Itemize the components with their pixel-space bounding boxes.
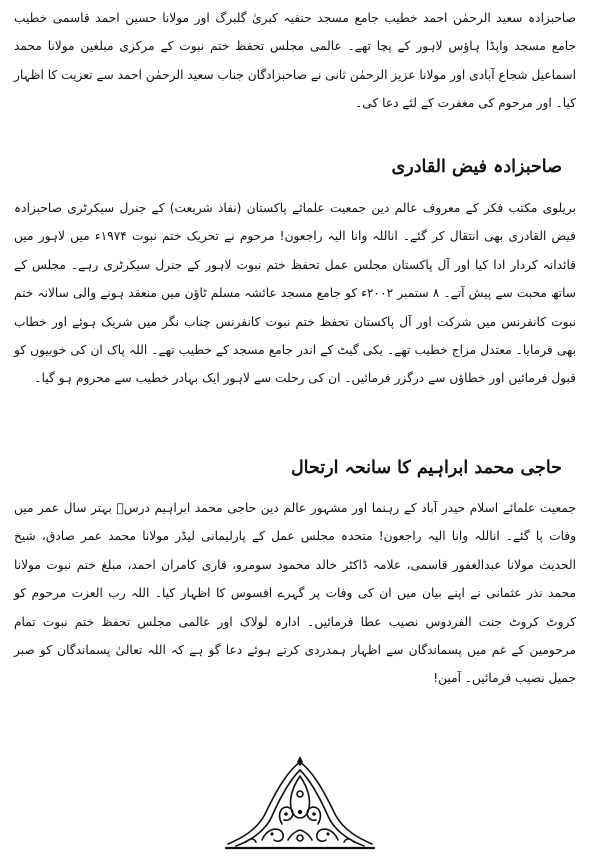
paragraph-faiz-ul-qadri: بریلوی مکتب فکر کے معروف عالم دین جمعیت علمائے پاکستان (نفاذ شریعت) کے جنرل سیکرٹری صاحبزادہ فیض القادری بھی انتقال کر گئے۔ اناللہ وانا الیہ راجعون! مرحوم نے تحریک ختم نبوت ۱۹۷۴ء میں لاہور میں قائدانہ کردار ادا کیا اور آل پاکستان مجلس عمل تحفظ ختم نبوت لاہور کے جنرل سیکرٹری رہے۔ مجلس کے ساتھ محبت سے پیش آتے۔ ۸ ستمبر ۲۰۰۲ء کو جامع مسجد عائشہ مسلم ٹاؤن میں منعقد ہونے والی سالانہ ختم نبوت کانفرنس میں شرکت اور آل پاکستان تحفظ ختم نبوت کانفرنس چناب نگر میں شریک ہوئے اور خطاب بھی فرمایا۔ معتدل مزاج خطیب تھے۔ یکی گیٹ کے اندر جامع مسجد کے خطیب تھے۔ اللہ پاک ان کی خوبیوں کو قبول فرمائیں اور خطاؤں سے درگزر فرمائیں۔ ان کی رحلت سے لاہور ایک بہادر خطیب سے محروم ہو گیا۔ [14, 201, 576, 386]
floral-ornament-icon [222, 754, 378, 852]
heading-sahibzada-faiz-ul-qadri: صاحبزادہ فیض القادری [391, 157, 562, 177]
paragraph-haji-muhammad-ibrahim: جمعیت علمائے اسلام حیدر آباد کے رہنما اور مشہور عالم دین حاجی محمد ابراہیم درسؒ بہتر سال عمر میں وفات پا گئے۔ اناللہ وانا الیہ راجعون! متحدہ مجلس عمل کے پارلیمانی لیڈر مولانا محمد عمر صادق، شیخ الحدیث مولانا عبدالغفور قاسمی، علامہ ڈاکٹر خالد محمود سومرو، قاری کامران احمد، مبلغ ختم نبوت مولانا محمد نذر عثمانی نے اپنے بیان میں ان کی وفات پر گہرے افسوس کا اظہار کیا۔ اللہ رب العزت مرحوم کو کروٹ کروٹ جنت الفردوس نصیب عطا فرمائیں۔ ادارہ لولاک اور عالمی مجلس تحفظ ختم نبوت تمام مرحومین کے غم میں پسماندگان سے اظہار ہمدردی کرتے ہوئے دعا گو ہے کہ اللہ تعالیٰ پسماندگان کو صبر جمیل نصیب فرمائیں۔ آمین! [14, 501, 576, 686]
paragraph-condolence-saeed-ur-rehman: صاحبزادہ سعید الرحمٰن احمد خطیب جامع مسجد حنفیہ کبریٰ گلبرگ اور مولانا حسین احمد قاسمی خطیب جامع مسجد واپڈا ہاؤس لاہور کے پچا تھے۔ عالمی مجلس تحفظ ختم نبوت کے مرکزی مبلغین مولانا محمد اسماعیل شجاع آبادی اور مولانا عزیز الرحمٰن ثانی نے صاحبزادگان جناب سعید الرحمٰن احمد سے تعزیت کا اظہار کیا۔ اور مرحوم کی مغفرت کے لئے دعا کی۔ [14, 11, 576, 111]
heading-haji-muhammad-ibrahim: حاجی محمد ابراہیم کا سانحہ ارتحال [290, 458, 562, 478]
